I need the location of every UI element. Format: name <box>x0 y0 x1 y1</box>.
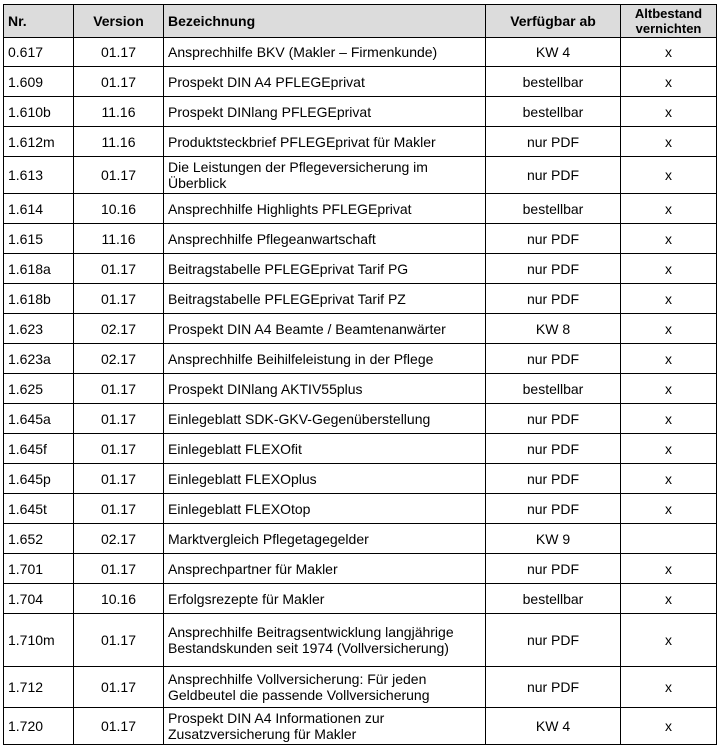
table-row <box>4 224 717 254</box>
cell-bezeichnung: Prospekt DIN A4 Beamte / Beamtenanwärter <box>164 314 486 344</box>
cell-version: 11.16 <box>74 224 164 254</box>
cell-altbestand <box>621 524 717 554</box>
table-row <box>4 614 717 667</box>
cell-verfuegbar: nur PDF <box>486 254 621 284</box>
table-row <box>4 524 717 554</box>
cell-altbestand: x <box>621 554 717 584</box>
cell-verfuegbar: nur PDF <box>486 224 621 254</box>
cell-verfuegbar: nur PDF <box>486 464 621 494</box>
cell-verfuegbar: bestellbar <box>486 194 621 224</box>
table-row <box>4 284 717 314</box>
table-row <box>4 344 717 374</box>
cell-altbestand: x <box>621 224 717 254</box>
cell-version: 01.17 <box>74 614 164 667</box>
cell-verfuegbar: KW 9 <box>486 524 621 554</box>
cell-version: 01.17 <box>74 494 164 524</box>
cell-bezeichnung: Produktsteckbrief PFLEGEprivat für Makler <box>164 127 486 157</box>
cell-version: 10.16 <box>74 584 164 614</box>
cell-nr: 1.645t <box>4 494 74 524</box>
cell-altbestand: x <box>621 344 717 374</box>
cell-version: 01.17 <box>74 667 164 708</box>
cell-nr: 1.712 <box>4 667 74 708</box>
cell-nr: 1.615 <box>4 224 74 254</box>
cell-version: 11.16 <box>74 127 164 157</box>
cell-altbestand: x <box>621 374 717 404</box>
cell-bezeichnung: Einlegeblatt SDK-GKV-Gegenüberstellung <box>164 404 486 434</box>
cell-version: 02.17 <box>74 344 164 374</box>
table-row <box>4 254 717 284</box>
cell-nr: 1.612m <box>4 127 74 157</box>
table-row <box>4 667 717 708</box>
cell-bezeichnung: Ansprechhilfe Beihilfeleistung in der Pflege <box>164 344 486 374</box>
cell-bezeichnung: Ansprechhilfe Pflegeanwartschaft <box>164 224 486 254</box>
cell-bezeichnung: Einlegeblatt FLEXOplus <box>164 464 486 494</box>
cell-verfuegbar: bestellbar <box>486 374 621 404</box>
cell-nr: 0.617 <box>4 38 74 67</box>
cell-verfuegbar: nur PDF <box>486 157 621 194</box>
cell-verfuegbar: nur PDF <box>486 614 621 667</box>
table-row <box>4 194 717 224</box>
cell-altbestand: x <box>621 67 717 97</box>
cell-nr: 1.623a <box>4 344 74 374</box>
cell-altbestand: x <box>621 157 717 194</box>
table-row <box>4 127 717 157</box>
cell-verfuegbar: nur PDF <box>486 404 621 434</box>
cell-altbestand: x <box>621 584 717 614</box>
cell-verfuegbar: nur PDF <box>486 434 621 464</box>
cell-nr: 1.652 <box>4 524 74 554</box>
cell-altbestand: x <box>621 194 717 224</box>
cell-verfuegbar: nur PDF <box>486 667 621 708</box>
cell-bezeichnung: Prospekt DINlang AKTIV55plus <box>164 374 486 404</box>
cell-nr: 1.625 <box>4 374 74 404</box>
cell-altbestand: x <box>621 314 717 344</box>
table-row <box>4 404 717 434</box>
cell-nr: 1.720 <box>4 708 74 745</box>
table-row <box>4 434 717 464</box>
cell-bezeichnung: Beitragstabelle PFLEGEprivat Tarif PZ <box>164 284 486 314</box>
cell-nr: 1.701 <box>4 554 74 584</box>
table-row <box>4 157 717 194</box>
cell-version: 01.17 <box>74 254 164 284</box>
cell-altbestand: x <box>621 494 717 524</box>
cell-altbestand: x <box>621 708 717 745</box>
table-row <box>4 708 717 745</box>
cell-version: 01.17 <box>74 434 164 464</box>
cell-altbestand: x <box>621 404 717 434</box>
table-row <box>4 494 717 524</box>
cell-altbestand: x <box>621 434 717 464</box>
cell-altbestand: x <box>621 667 717 708</box>
cell-verfuegbar: KW 4 <box>486 708 621 745</box>
cell-nr: 1.704 <box>4 584 74 614</box>
cell-bezeichnung: Prospekt DIN A4 PFLEGEprivat <box>164 67 486 97</box>
cell-altbestand: x <box>621 127 717 157</box>
cell-version: 01.17 <box>74 708 164 745</box>
cell-nr: 1.618b <box>4 284 74 314</box>
cell-altbestand: x <box>621 38 717 67</box>
cell-version: 01.17 <box>74 157 164 194</box>
cell-nr: 1.618a <box>4 254 74 284</box>
cell-altbestand: x <box>621 97 717 127</box>
cell-nr: 1.610b <box>4 97 74 127</box>
cell-version: 10.16 <box>74 194 164 224</box>
cell-bezeichnung: Einlegeblatt FLEXOtop <box>164 494 486 524</box>
cell-nr: 1.613 <box>4 157 74 194</box>
header-version: Version <box>74 5 164 38</box>
cell-verfuegbar: nur PDF <box>486 284 621 314</box>
cell-nr: 1.645p <box>4 464 74 494</box>
cell-version: 01.17 <box>74 404 164 434</box>
cell-nr: 1.645f <box>4 434 74 464</box>
cell-altbestand: x <box>621 464 717 494</box>
cell-version: 01.17 <box>74 374 164 404</box>
cell-nr: 1.645a <box>4 404 74 434</box>
cell-bezeichnung: Ansprechhilfe BKV (Makler – Firmenkunde) <box>164 38 486 67</box>
cell-altbestand: x <box>621 254 717 284</box>
cell-verfuegbar: nur PDF <box>486 494 621 524</box>
materials-table <box>3 4 717 745</box>
cell-version: 02.17 <box>74 524 164 554</box>
header-altbestand-line2: vernichten <box>635 21 702 36</box>
cell-altbestand: x <box>621 284 717 314</box>
cell-bezeichnung: Prospekt DIN A4 Informationen zur Zusatzversicherung für Makler <box>164 708 486 745</box>
cell-version: 01.17 <box>74 38 164 67</box>
cell-bezeichnung: Ansprechpartner für Makler <box>164 554 486 584</box>
cell-verfuegbar: nur PDF <box>486 344 621 374</box>
header-bezeichnung: Bezeichnung <box>164 5 486 38</box>
header-nr: Nr. <box>4 5 74 38</box>
cell-bezeichnung: Ansprechhilfe Vollversicherung: Für jeden Geldbeutel die passende Vollversicherung <box>164 667 486 708</box>
header-verfuegbar: Verfügbar ab <box>486 5 621 38</box>
cell-nr: 1.609 <box>4 67 74 97</box>
cell-altbestand: x <box>621 614 717 667</box>
cell-verfuegbar: bestellbar <box>486 584 621 614</box>
cell-verfuegbar: nur PDF <box>486 127 621 157</box>
cell-bezeichnung: Die Leistungen der Pflegeversicherung im Überblick <box>164 157 486 194</box>
cell-version: 01.17 <box>74 67 164 97</box>
table-row <box>4 38 717 67</box>
cell-bezeichnung: Ansprechhilfe Highlights PFLEGEprivat <box>164 194 486 224</box>
table-row <box>4 374 717 404</box>
cell-nr: 1.710m <box>4 614 74 667</box>
table-row <box>4 554 717 584</box>
cell-bezeichnung: Marktvergleich Pflegetagegelder <box>164 524 486 554</box>
cell-version: 11.16 <box>74 97 164 127</box>
cell-version: 02.17 <box>74 314 164 344</box>
table-row <box>4 67 717 97</box>
table-row <box>4 314 717 344</box>
cell-version: 01.17 <box>74 554 164 584</box>
cell-nr: 1.614 <box>4 194 74 224</box>
cell-verfuegbar: nur PDF <box>486 554 621 584</box>
cell-version: 01.17 <box>74 464 164 494</box>
cell-bezeichnung: Beitragstabelle PFLEGEprivat Tarif PG <box>164 254 486 284</box>
cell-verfuegbar: KW 8 <box>486 314 621 344</box>
cell-bezeichnung: Erfolgsrezepte für Makler <box>164 584 486 614</box>
cell-verfuegbar: KW 4 <box>486 38 621 67</box>
cell-bezeichnung: Einlegeblatt FLEXOfit <box>164 434 486 464</box>
cell-verfuegbar: bestellbar <box>486 97 621 127</box>
table-row <box>4 584 717 614</box>
cell-version: 01.17 <box>74 284 164 314</box>
header-row <box>4 5 717 38</box>
table-row <box>4 464 717 494</box>
header-altbestand-line1: Altbestand <box>634 6 703 21</box>
cell-bezeichnung: Ansprechhilfe Beitragsentwicklung langjährige Bestandskunden seit 1974 (Vollversicherung) <box>164 614 486 667</box>
cell-verfuegbar: bestellbar <box>486 67 621 97</box>
cell-bezeichnung: Prospekt DINlang PFLEGEprivat <box>164 97 486 127</box>
cell-nr: 1.623 <box>4 314 74 344</box>
header-altbestand <box>621 5 717 38</box>
table-row <box>4 97 717 127</box>
